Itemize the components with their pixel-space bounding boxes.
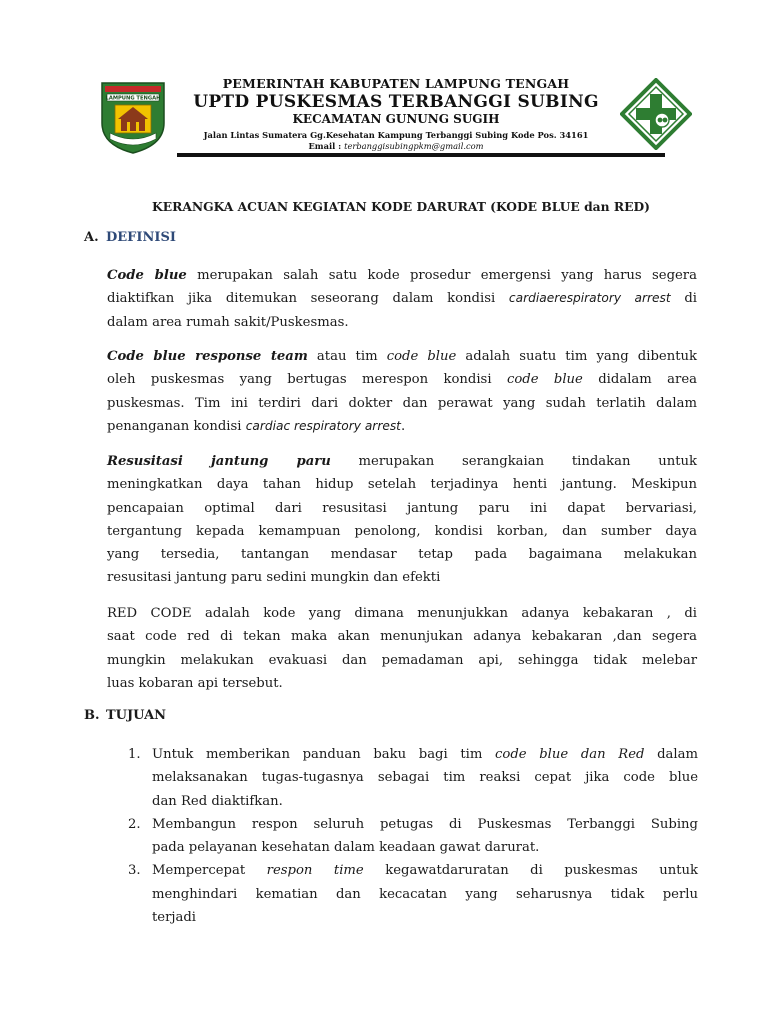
text-line: meningkatkan daya tahan hidup setelah terjadinya henti jantung. Meskipun xyxy=(107,477,697,493)
institution-name: UPTD PUSKESMAS TERBANGGI SUBING xyxy=(193,92,599,112)
text-line xyxy=(107,264,697,287)
document-title: KERANGKA ACUAN KEGIATAN KODE DARURAT (KODE BLUE dan RED) xyxy=(152,199,650,214)
paragraph-rjp xyxy=(107,450,697,590)
list-number: 2. xyxy=(128,816,141,832)
text-line xyxy=(107,345,697,368)
list-number: 1. xyxy=(128,747,141,762)
text-span: kegawatdaruratan di puskesmas untuk xyxy=(363,863,698,879)
email-address: terbanggisubingpkm@gmail.com xyxy=(344,141,484,151)
list-item xyxy=(128,743,698,813)
text-line: resusitasi jantung paru sedini mungkin dan efekti xyxy=(107,570,441,586)
text-line: Membangun respon seluruh petugas di Puskesmas Terbanggi Subing xyxy=(152,816,698,832)
text-span: penanganan kondisi xyxy=(107,418,246,434)
emblem-label: LAMPUNG TENGAH xyxy=(105,95,161,102)
text-line xyxy=(107,415,697,438)
text-line: saat code red di tekan maka akan menunjukan adanya kebakaran ,dan segera xyxy=(107,629,697,645)
text-span: diaktifkan jika ditemukan seseorang dalam kondisi xyxy=(107,291,509,307)
text-line: dalam area rumah sakit/Puskesmas. xyxy=(107,314,349,330)
text-line: dan Red diaktifkan. xyxy=(152,793,283,809)
section-b-letter: B. xyxy=(84,708,100,723)
list-number: 3. xyxy=(128,863,141,879)
italic-term: code blue xyxy=(506,372,583,388)
term-code-blue: Code blue xyxy=(107,268,187,283)
text-line: puskesmas. Tim ini terdiri dari dokter dan perawat yang sudah terlatih dalam xyxy=(107,395,697,411)
text-line xyxy=(107,368,697,391)
text-span: merupakan salah satu kode prosedur emergensi yang harus segera xyxy=(186,268,697,283)
section-b-title: TUJUAN xyxy=(106,708,167,723)
email-line xyxy=(176,141,616,152)
italic-term: respon time xyxy=(266,863,364,879)
text-span: atau tim xyxy=(307,349,387,364)
text-line: pada pelayanan kesehatan dalam keadaan gawat darurat. xyxy=(152,840,540,856)
text-span: merupakan serangkaian tindakan untuk xyxy=(330,454,697,469)
italic-term: cardiaerespiratory arrest xyxy=(508,291,671,306)
text-line: pencapaian optimal dari resusitasi jantung paru ini dapat bervariasi, xyxy=(107,500,697,516)
text-line xyxy=(152,859,698,882)
text-line: luas kobaran api tersebut. xyxy=(107,675,283,691)
district-name: KECAMATAN GUNUNG SUGIH xyxy=(292,112,500,126)
text-line: tergantung kepada kemampuan penolong, kondisi korban, dan sumber daya xyxy=(107,523,697,539)
text-line: RED CODE adalah kode yang dimana menunjukkan adanya kebakaran , di xyxy=(107,606,697,621)
text-line xyxy=(107,450,697,473)
section-b-heading xyxy=(84,708,166,723)
text-line: terjadi xyxy=(152,910,197,926)
letterhead-text xyxy=(176,76,616,152)
address: Jalan Lintas Sumatera Gg.Kesehatan Kampung Terbanggi Subing Kode Pos. 34161 xyxy=(203,130,589,140)
section-a-heading xyxy=(84,230,176,245)
text-span: dalam xyxy=(644,747,698,762)
letterhead-divider xyxy=(177,153,665,157)
text-span: Mempercepat xyxy=(152,863,267,879)
text-span: di xyxy=(670,291,697,307)
email-label: Email : xyxy=(308,141,345,151)
section-a-title: DEFINISI xyxy=(106,230,176,245)
puskesmas-cross-logo-icon xyxy=(620,78,692,150)
text-line: menghindari kematian dan kecacatan yang seharusnya tidak perlu xyxy=(152,886,698,902)
term-rjp: Resusitasi jantung paru xyxy=(107,454,331,469)
text-line xyxy=(152,743,698,766)
section-a-letter: A. xyxy=(84,230,99,245)
text-line: melaksanakan tugas-tugasnya sebagai tim reaksi cepat jika code blue xyxy=(152,770,698,786)
government-name: PEMERINTAH KABUPATEN LAMPUNG TENGAH xyxy=(222,76,570,91)
text-span: oleh puskesmas yang bertugas merespon kondisi xyxy=(107,372,507,388)
text-line: yang tersedia, tantangan mendasar tetap pada bagaimana melakukan xyxy=(107,547,697,563)
term-response-team: Code blue response team xyxy=(107,349,308,364)
paragraph-red-code xyxy=(107,602,697,695)
paragraph-code-blue xyxy=(107,264,697,334)
text-line: mungkin melakukan evakuasi dan pemadaman api, sehingga tidak melebar xyxy=(107,652,697,668)
italic-term: code blue dan Red xyxy=(495,747,645,762)
lampung-tengah-emblem-icon xyxy=(98,79,168,155)
text-span: Untuk memberikan panduan baku bagi tim xyxy=(152,747,496,762)
text-span: . xyxy=(400,418,406,434)
text-span: didalam area xyxy=(582,372,697,388)
text-span: adalah suatu tim yang dibentuk xyxy=(456,349,697,364)
objectives-list xyxy=(128,743,698,929)
list-item xyxy=(128,859,698,929)
italic-term: code blue xyxy=(386,349,457,364)
paragraph-response-team xyxy=(107,345,697,438)
text-line xyxy=(107,287,697,310)
italic-term: cardiac respiratory arrest xyxy=(245,418,401,433)
list-item xyxy=(128,813,698,860)
